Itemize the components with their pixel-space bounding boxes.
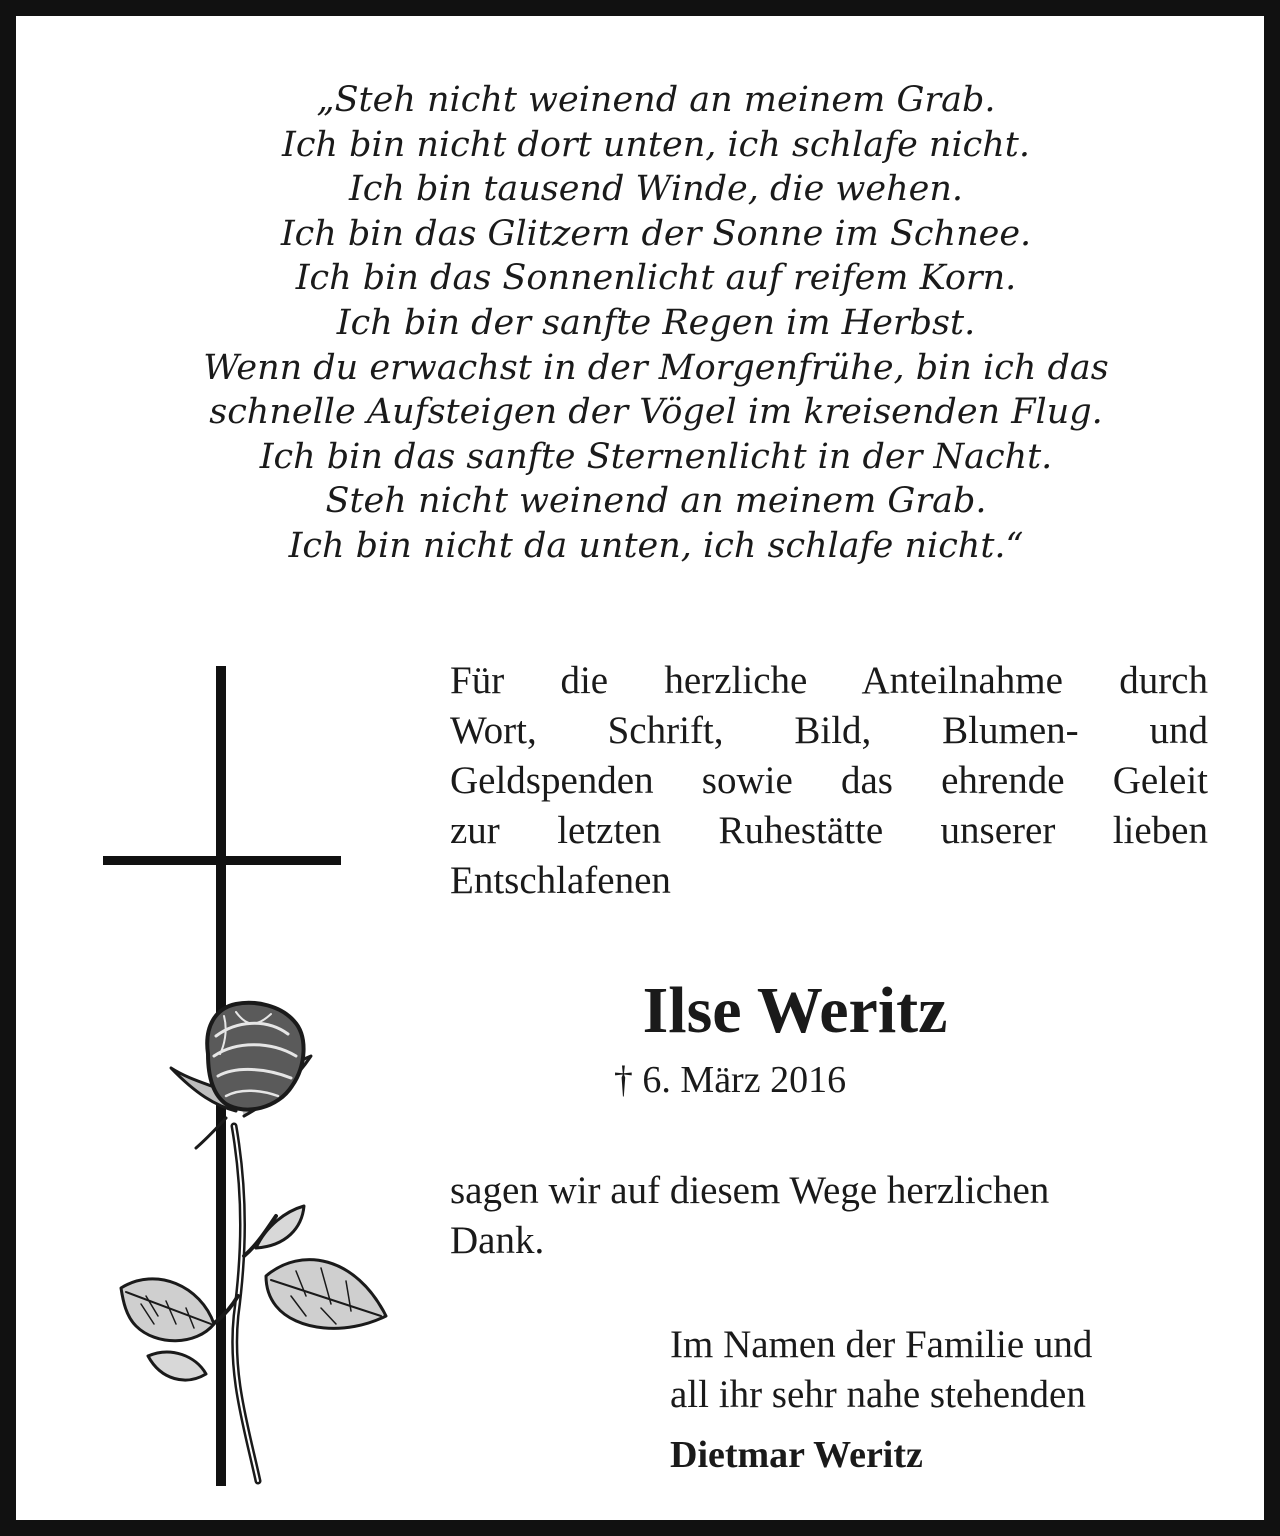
family-line: Im Namen der Familie und bbox=[670, 1323, 1093, 1366]
poem-line: Ich bin tausend Winde, die wehen. bbox=[348, 169, 964, 210]
thanks-line: Geldspenden sowie das ehrende Geleit bbox=[450, 759, 1208, 802]
closing-paragraph bbox=[450, 1166, 1208, 1266]
signer-name: Dietmar Weritz bbox=[670, 1434, 923, 1476]
thanks-line: Für die herzliche Anteilnahme durch bbox=[450, 659, 1208, 702]
thanks-line: Wort, Schrift, Bild, Blumen- und bbox=[450, 709, 1208, 752]
family-signature bbox=[670, 1320, 1210, 1420]
family-line: all ihr sehr nahe stehenden bbox=[670, 1373, 1086, 1416]
poem-line: Ich bin das sanfte Sternenlicht in der Nacht. bbox=[259, 436, 1053, 477]
thanks-line: zur letzten Ruhestätte unserer lieben bbox=[450, 809, 1208, 852]
memorial-emblem bbox=[96, 656, 396, 1496]
death-date: † 6. März 2016 bbox=[613, 1059, 847, 1101]
poem-line: Ich bin nicht dort unten, ich schlafe nicht. bbox=[282, 124, 1030, 165]
rose-icon bbox=[121, 1003, 386, 1481]
thanks-paragraph bbox=[450, 656, 1208, 906]
poem-line: Ich bin das Sonnenlicht auf reifem Korn. bbox=[295, 258, 1017, 299]
poem bbox=[16, 78, 1280, 569]
poem-line: Steh nicht weinend an meinem Grab. bbox=[325, 481, 987, 522]
poem-line: Wenn du erwachst in der Morgenfrühe, bin ich das bbox=[203, 347, 1109, 388]
poem-line: „Steh nicht weinend an meinem Grab. bbox=[316, 80, 996, 120]
poem-line: schnelle Aufsteigen der Vögel im kreisenden Flug. bbox=[209, 392, 1103, 433]
poem-line: Ich bin der sanfte Regen im Herbst. bbox=[336, 302, 976, 343]
cross-and-rose bbox=[96, 656, 396, 1501]
poem-line: Ich bin nicht da unten, ich schlafe nicht.“ bbox=[288, 525, 1024, 566]
deceased-name: Ilse Weritz bbox=[642, 974, 948, 1047]
poem-line: Ich bin das Glitzern der Sonne im Schnee. bbox=[280, 213, 1032, 254]
closing-line: sagen wir auf diesem Wege herzlichen bbox=[450, 1169, 1050, 1212]
thanks-line: Entschlafenen bbox=[450, 859, 671, 902]
closing-line: Dank. bbox=[450, 1219, 545, 1262]
